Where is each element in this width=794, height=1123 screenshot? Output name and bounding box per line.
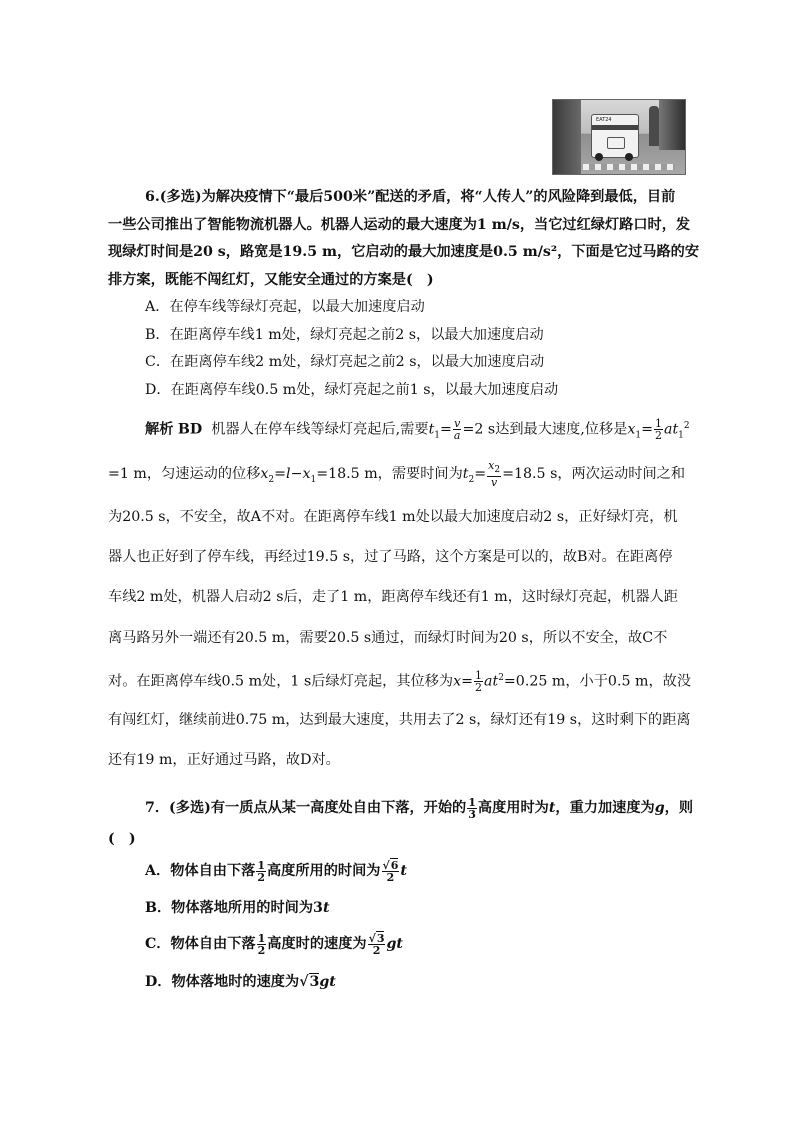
q6-option-d: D．在距离停车线0.5 m处，绿灯亮起之前1 s，以最大加速度启动 — [145, 382, 559, 398]
q6-stem-line2: 一些公司推出了智能物流机器人。机器人运动的最大速度为1 m/s，当它过红绿灯路口时，发 — [108, 217, 691, 233]
solution-label: 解析 — [145, 421, 174, 438]
solution-line9: 还有19 m，正好通过马路，故D对。 — [108, 752, 340, 768]
fraction-one-third: $\frac{1}{3}$ — [468, 795, 476, 821]
q6-stem-line3: 现绿灯时间是20 s，路宽是19.5 m，它启动的最大加速度是0.5 m/s²，下面是它过马路的安 — [108, 244, 700, 260]
solution-text: =1 m，匀速运动的位移 — [108, 466, 261, 483]
fraction-sqrt3-over-2: $\frac{√3}{2}$ — [368, 931, 385, 957]
fraction-one-half: $\frac{1}{2}$ — [475, 669, 483, 695]
q7-option-text: 高度时的速度为 — [267, 936, 367, 952]
fraction-one-half: $\frac{1}{2}$ — [257, 858, 265, 884]
fraction-v-over-a: $\frac{v}{a}$ — [453, 417, 461, 443]
solution-text: =18.5 s，两次运动时间之和 — [502, 466, 686, 483]
robot-wheel — [625, 153, 633, 161]
delivery-robot — [591, 114, 639, 158]
solution-line2: =1 m，匀速运动的位移$x_2=l-x_1=18.5$ m，需要时间为$t_2=$ $\frac{x_2}{v}$ =18.5 s，两次运动时间之和 — [108, 459, 686, 490]
solution-line3: 为20.5 s，不安全，故A不对。在距离停车线1 m处以最大加速度启动2 s，正好绿灯亮，机 — [108, 509, 678, 525]
q7-option-c: C．物体自由下落 $\frac{1}{2}$ 高度时的速度为 $\frac{√3}{2}$ gt — [145, 931, 403, 957]
robot-brand-text: EAT24 — [596, 117, 612, 123]
robot-strip — [592, 125, 638, 130]
q7-option-text: D．物体落地时的速度为 — [145, 974, 300, 990]
q6-stem-line1: 6.(多选)为解决疫情下“最后500米”配送的矛盾，将“人传人”的风险降到最低，目前 — [145, 189, 676, 205]
solution-line4: 器人也正好到了停车线，再经过19.5 s，过了马路，这个方案是可以的，故B对。在距离停 — [108, 549, 673, 565]
pedestrian — [649, 106, 659, 146]
q6-option-a: A．在停车线等绿灯亮起，以最大加速度启动 — [145, 299, 425, 315]
q7-text: 7．(多选)有一质点从某一高度处自由下落，开始的 — [145, 800, 467, 816]
q7-option-text: 高度所用的时间为 — [266, 863, 381, 879]
q7-text: ，则 — [664, 800, 694, 816]
solution-line5: 车线2 m处，机器人启动2 s后，走了1 m，距离停车线还有1 m，这时绿灯亮起，机器人距 — [108, 589, 678, 605]
fraction-x2-over-v: $\frac{x_2}{v}$ — [488, 459, 501, 490]
solution-line1: 解析 BD 机器人在停车线等绿灯亮起后,需要$t_1=$ $\frac{v}{a}$ =2 s达到最大速度,位移是$x_1=$ $\frac{1}{2}$ $at_1^2$ — [145, 417, 690, 443]
crosswalk — [583, 164, 675, 170]
q7-option-text: B．物体落地所用的时间为3 — [145, 900, 323, 916]
solution-answer: BD — [177, 421, 203, 438]
q7-option-text: A．物体自由下落 — [145, 863, 256, 879]
solution-line8: 有闯红灯，继续前进0.75 m，达到最大速度，共用去了2 s，绿灯还有19 s，这时剩下的距离 — [108, 712, 691, 728]
q7-stem-line1: 7．(多选)有一质点从某一高度处自由下落，开始的 $\frac{1}{3}$ 高度用时为t，重力加速度为g，则 — [145, 795, 694, 821]
q7-text: ，重力加速度为 — [555, 800, 655, 816]
q7-option-text: C．物体自由下落 — [145, 936, 256, 952]
solution-line7: 对。在距离停车线0.5 m处，1 s后绿灯亮起，其位移为x= $\frac{1}{2}$ $at^2=0.25$ m，小于0.5 m，故没 — [108, 669, 692, 695]
solution-text: =0.25 m，小于0.5 m，故没 — [503, 673, 692, 690]
fraction-sqrt6-over-2: $\frac{√6}{2}$ — [382, 858, 399, 884]
q7-stem-line2: ( ) — [108, 831, 136, 847]
tree-left — [553, 100, 581, 174]
solution-text: 机器人在停车线等绿灯亮起后,需要 — [211, 421, 429, 438]
q6-option-b: B．在距离停车线1 m处，绿灯亮起之前2 s，以最大加速度启动 — [145, 327, 544, 343]
fraction-one-half: $\frac{1}{2}$ — [257, 931, 266, 957]
fraction-one-half: $\frac{1}{2}$ — [655, 417, 662, 443]
q7-option-d: D．物体落地时的速度为√3gt — [145, 974, 336, 990]
robot-badge — [607, 137, 625, 149]
robot-wheel — [595, 153, 603, 161]
solution-line6: 离马路另外一端还有20.5 m，需要20.5 s通过，而绿灯时间为20 s，所以不安全，故C不 — [108, 630, 668, 646]
delivery-robot-photo — [552, 99, 686, 175]
q6-option-c: C．在距离停车线2 m处，绿灯亮起之前2 s，以最大加速度启动 — [145, 354, 545, 370]
solution-text: 对。在距离停车线0.5 m处，1 s后绿灯亮起，其位移为 — [108, 673, 454, 690]
tree-right — [659, 100, 685, 150]
solution-text: =18.5 m，需要时间为 — [316, 466, 463, 483]
solution-text: =2 s达到最大速度,位移是 — [462, 421, 628, 438]
q7-option-a: A．物体自由下落 $\frac{1}{2}$ 高度所用的时间为 $\frac{√6}{2}$ t — [145, 858, 407, 884]
q7-option-b: B．物体落地所用的时间为3t — [145, 900, 330, 916]
q6-stem-line4: 排方案，既能不闯红灯，又能安全通过的方案是( ) — [108, 272, 434, 288]
q7-text: 高度用时为 — [477, 800, 549, 816]
